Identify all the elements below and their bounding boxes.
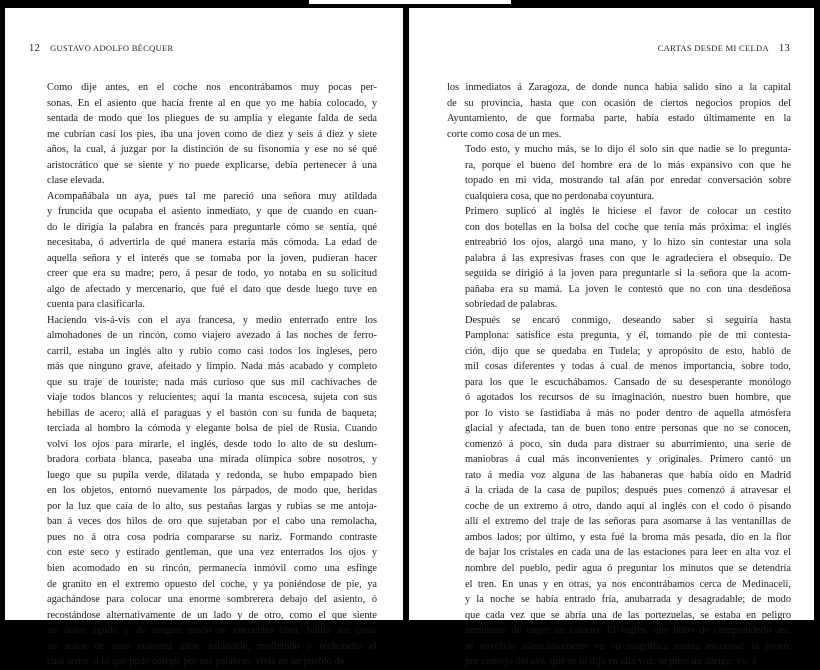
text-line: terciada al hombro la cómoda y elegante bolsa de piel de Rusia. Cuando <box>47 423 377 435</box>
text-line: aristocrático que se siente y no puede explicarse, debía pertenecer á una <box>47 159 377 171</box>
text-line: pañaba era su mamá. La joven le contestó que no con una desdeñosa <box>465 283 791 295</box>
text-line: mil cosas diferentes y todas á cual de menos importancia, sobre todo, <box>465 361 791 373</box>
text-line: carril, estaba un inglés alto y rubio como casi todos los ingleses, pero <box>47 345 377 357</box>
text-line: nombre del pueblo, pedir agua ó preguntar los minutos que se detendría <box>465 562 791 574</box>
page-number: 12 <box>29 43 41 54</box>
text-line: volví los ojos para mirarle, el inglés, desde todo lo alto de su deslum- <box>47 438 377 450</box>
text-line: clase elevada. <box>47 175 105 187</box>
text-line: el tren. En unas y en otras, ya nos encontrábamos cerca de Medinaceli, <box>465 578 791 590</box>
text-line: y la noche se había entrado fría, anubarrada y desagradable; de modo <box>465 594 791 606</box>
text-line: ción, dijo que se quedaba en Tudela; y apropósito de esto, habló de <box>465 345 791 357</box>
text-line: Acompañábala un aya, pues tal me pareció una señora muy atildada <box>47 190 377 202</box>
text-line: de granito en el extremo opuesto del coche, y ya poniéndose de pie, ya <box>47 578 377 590</box>
text-line: ambos lados; por último, y esta fué la broma más pesada, dio en la flor <box>465 531 791 543</box>
text-line: con este seco y estirado gentleman, que una vez enterrados los ojos y <box>47 547 377 559</box>
text-line: coche de un extremo á otro, dando aquí al inglés con el codo ó pisando <box>465 500 791 512</box>
running-header-title: CARTAS DESDE MI CELDA <box>657 43 769 53</box>
left-page <box>5 8 403 668</box>
left-running-head <box>29 43 173 54</box>
text-line: topado en mi vida, mostrando tal afán por enredar conversación sobre <box>465 175 791 187</box>
text-line: que cada vez que se abría una de las portezuelas, se estaba en peligro <box>465 609 791 621</box>
text-line: entreabrió los ojos, alargó una mano, y lo hizo sin contestar una sola <box>465 237 791 249</box>
text-line: cuenta para clasificarla. <box>47 299 145 311</box>
page-number: 13 <box>778 43 790 54</box>
text-line: cualquiera cosa, que no perdonaba coyuntura. <box>465 190 655 202</box>
text-line: seguida se dirigió á la joven para preguntarle si la señora que la acom- <box>465 268 791 280</box>
text-line: rato á media voz alguna de las habaneras que había oído en Madrid <box>465 469 791 481</box>
text-line: se envolvió silenciosamente en su magnífica manta escocesa; la joven, <box>465 640 791 652</box>
text-line: en los objetos, entornó nuevamente los párpados, de modo que, heridas <box>47 485 377 497</box>
text-line: viaje todos blancos y relucientes; aquí la manta escocesa, sujeta con sus <box>47 392 377 404</box>
text-line: ra, porque el bueno del hombre era de lo más expansivo con que he <box>465 159 791 171</box>
text-line: Pamplona: satisfice esta pregunta, y él, tomando pie de mi contesta- <box>465 330 791 342</box>
text-line: Después se encaró conmigo, deseando saber si seguiría hasta <box>465 314 791 326</box>
right-body-text <box>447 80 791 670</box>
text-line: corte como cosa de un mes. <box>447 128 562 140</box>
paragraph <box>29 189 377 313</box>
text-line: y fruncida que ocupaba el asiento inmediato, y que de cuando en cuan- <box>47 206 377 218</box>
paragraph <box>447 142 791 204</box>
text-line: Primero suplicó al inglés le hiciese el favor de colocar un cestito <box>465 206 791 218</box>
text-line: allí el extremo del traje de las señoras para asomarse á las ventanillas de <box>465 516 791 528</box>
text-line: do le dirigía la palabra en francés para preguntarle cómo se sentía, qué <box>47 221 377 233</box>
text-line: Como dije antes, en el coche nos encontrábamos muy pocas per- <box>47 82 377 93</box>
right-running-head <box>658 43 790 54</box>
text-line: sonas. En el asiento que hacía frente al en que yo me había colocado, y <box>47 97 377 109</box>
text-line: Ayuntamiento, de que formaba parte, había estado últimamente en la <box>447 113 791 125</box>
text-line: aquella señora y el interés que se tomaba por la joven, pudieran hacer <box>47 252 377 264</box>
text-line: Haciendo vis-á-vis con el aya francesa, y medio enterrado entre los <box>47 314 377 326</box>
text-line: comenzó á poco, sin duda para distraer su aburrimiento, una serie de <box>465 438 791 450</box>
top-edge-bar <box>309 0 511 4</box>
text-line: almohadones de un rincón, como viajero avezado á las noches de ferro- <box>47 330 377 342</box>
text-line: de su provincia, hasta que con ocasión de ciertos negocios propios del <box>447 97 791 109</box>
text-line: á la criada de la casa de pupilos; después pues comenzó á atravesar el <box>465 485 791 497</box>
text-line: de bajar los cristales en cada una de las estaciones para leer en alta voz el <box>465 547 791 559</box>
text-line: ban á veces dos hilos de oro que sujetaban por el cabo una remolacha, <box>47 516 377 528</box>
paragraph <box>29 80 377 189</box>
text-line: maniobras á cual más inconvenientes y originales. Primero cantó un <box>465 454 791 466</box>
text-line: necesitaba, ó advertirla de qué manera estaría más cómoda. La edad de <box>47 237 377 249</box>
text-line: que su traje de touriste; nada más curioso que sus mil cachivaches de <box>47 376 377 388</box>
text-line: creer que era su madre; pero, á pesar de todo, yo notaba en su solicitud <box>47 268 377 280</box>
text-line: bradora corbata blanca, paseaba una mirada olímpica sobre nosotros, y <box>47 454 377 466</box>
text-line: inminente de coger un catarro. El inglés, que hubo de comprenderlo así, <box>465 625 791 637</box>
text-line: algo de afectado y mercenario, que fué el dato que desde luego tuve en <box>47 283 377 295</box>
text-line: más que ninguno grave, afeitado y limpio. Nada más acabado y completo <box>47 361 377 373</box>
text-line: para los que le escuchábamos. Cansado de su desesperante monólogo <box>465 376 791 388</box>
text-line: por la luz que caía de lo alto, sus pestañas largas y rubias se me antoja- <box>47 500 377 512</box>
text-line: glacial y afectada, tan de buen tono entre personas que no se conocen, <box>465 423 791 435</box>
text-line: palabra á las expresivas frases con que le agradeciera el obsequio. De <box>465 252 791 264</box>
text-line: hebillas de acero; allá el paraguas y el bastón con su funda de baqueta; <box>47 407 377 419</box>
text-line: luego que su pupila verde, dilatada y redonda, se hubo empapado bien <box>47 469 377 481</box>
text-line: ó agotados los recursos de su imaginación, nuestro buen hombre, que <box>465 392 791 404</box>
right-page <box>409 8 814 668</box>
text-line: recostándose alternativamente de un lado y de otro, como el que siente <box>47 609 377 621</box>
text-line: sentada de modo que los pliegues de su amplia y elegante falda de seda <box>47 113 377 125</box>
paragraph <box>29 313 377 670</box>
text-line: por consejo del aya, que se lo dijo en alta voz, se puso un abrigo; yo, á <box>465 656 757 668</box>
text-line: bien acomodado en su rincón, permanecía inmóvil como una esfinge <box>47 562 377 574</box>
text-line: sobriedad de palabras. <box>465 299 558 311</box>
text-line: los inmediatos á Zaragoza, de donde nunca había salido sino a la capital <box>447 82 791 93</box>
text-line: un señor de unos cuarenta años, saludable, mofletudo y rechoncho el <box>47 640 377 652</box>
text-line: agachándose para colocar una enorme sombrerera debajo del asiento, ó <box>47 594 377 606</box>
text-line: me cubrían casi los pies, iba una joven como de diez y seis á diez y siete <box>47 128 377 140</box>
paragraph <box>447 204 791 313</box>
text-line: pues no á otra cosa podría compararse su nariz. Formando contraste <box>47 531 377 543</box>
left-body-text <box>29 80 377 670</box>
text-line: con dos botellas en la bolsa del coche que tenía más próxima: el inglés <box>465 221 791 233</box>
paragraph <box>447 313 791 670</box>
text-line: por lo visto se fastidiaba á más no poder dentro de aquella atmósfera <box>465 407 791 419</box>
text-line: un dolor agudo y de ningún modo se encuentra bien, bullía sin cesar <box>47 625 377 637</box>
text-line: Todo esto, y mucho más, se lo dijo él solo sin que nadie se lo pregunta- <box>465 144 791 156</box>
text-line: cual señor, á lo que pude colegir por sus palabras, vivía en un pueblo de <box>47 656 345 668</box>
paragraph <box>447 80 791 142</box>
running-header-author: GUSTAVO ADOLFO BÉCQUER <box>50 43 174 53</box>
text-line: años, la cual, á juzgar por la distinción de su fisonomía y ese no sé qué <box>47 144 377 156</box>
